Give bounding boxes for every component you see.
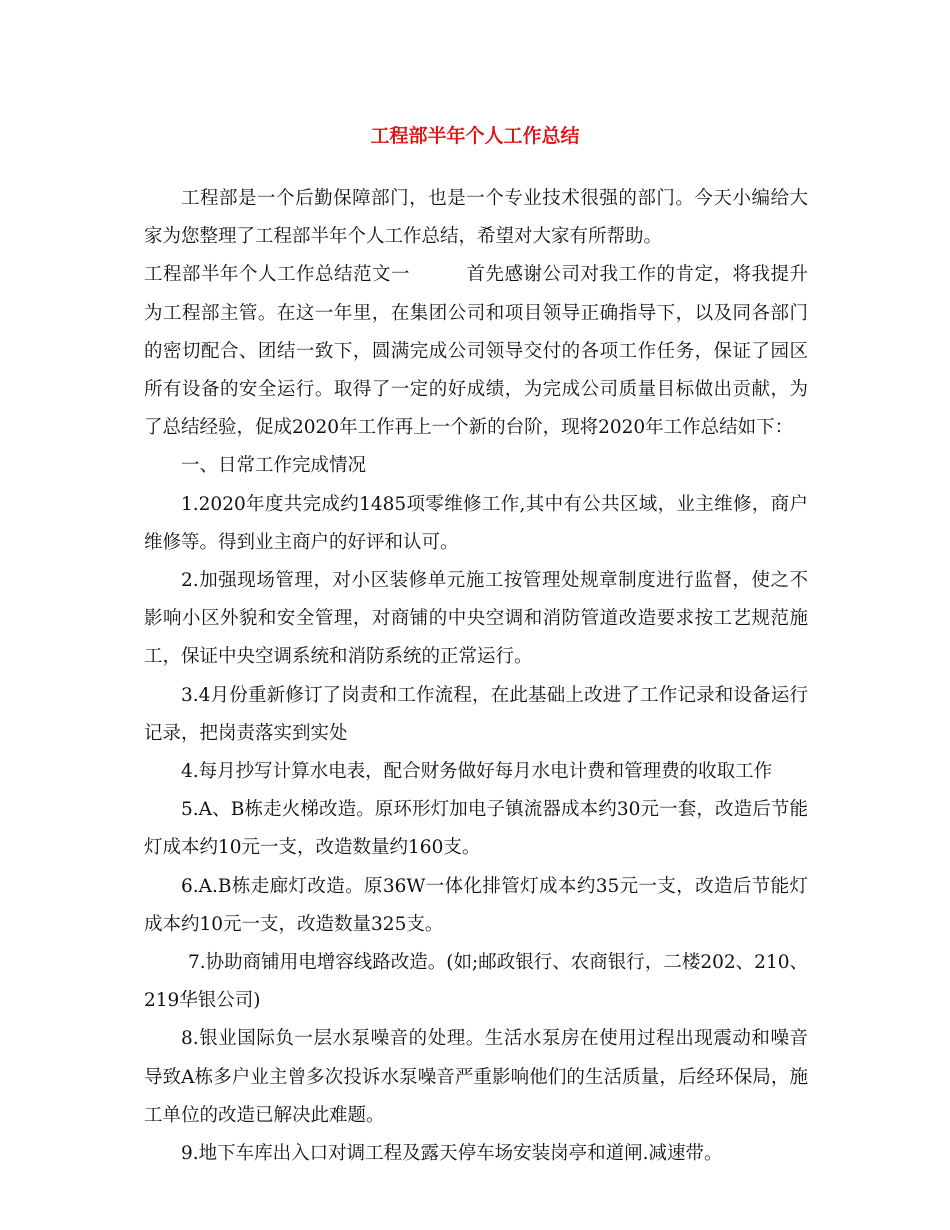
list-item: 3.4月份重新修订了岗责和工作流程，在此基础上改进了工作记录和设备运行记录，把岗责落实到实处 (144, 684, 808, 744)
section-heading: 一、日常工作完成情况 (181, 455, 367, 477)
list-item: 4.每月抄写计算水电表，配合财务做好每月水电计费和管理费的收取工作 (181, 761, 773, 783)
intro-paragraph: 工程部是一个后勤保障部门，也是一个专业技术很强的部门。今天小编给大家为您整理了工程部半年个人工作总结，希望对大家有所帮助。 (144, 188, 808, 248)
list-item: 8.银业国际负一层水泵噪音的处理。生活水泵房在使用过程出现震动和噪音导致A栋多户业主曾多次投诉水泵噪音严重影响他们的生活质量，后经环保局，施工单位的改造已解决此难题。 (144, 1028, 808, 1126)
sample-heading: 工程部半年个人工作总结范文一 (144, 264, 410, 286)
list-item: 7.协助商铺用电增容线路改造。(如;邮政银行、农商银行，二楼202、210、219华银公司) (144, 952, 808, 1012)
sample-opening: 首先感谢公司对我工作的肯定，将我提升为工程部主管。在这一年里，在集团公司和项目领导正确指导下，以及同各部门的密切配合、团结一致下，圆满完成公司领导交付的各项工作任务，保证了园区所有设备的安全运行。取得了一定的好成绩，为完成公司质量目标做出贡献，为了总结经验，促成2020年工作再上一个新的台阶，现将2020年工作总结如下： (144, 264, 808, 439)
list-item: 5.A、B栋走火梯改造。原环形灯加电子镇流器成本约30元一套，改造后节能灯成本约10元一支，改造数量约160支。 (144, 799, 808, 859)
list-item: 9.地下车库出入口对调工程及露天停车场安装岗亭和道闸.减速带。 (181, 1143, 723, 1165)
document-title: 工程部半年个人工作总结 (370, 125, 580, 147)
list-item: 2.加强现场管理，对小区装修单元施工按管理处规章制度进行监督，使之不影响小区外貌和安全管理，对商铺的中央空调和消防管道改造要求按工艺规范施工，保证中央空调系统和消防系统的正常运行。 (144, 570, 808, 668)
document-body (144, 180, 808, 1173)
sample-paragraph (144, 256, 808, 447)
list-item: 6.A.B栋走廊灯改造。原36W一体化排管灯成本约35元一支，改造后节能灯成本约10元一支，改造数量325支。 (144, 875, 808, 935)
list-item: 1.2020年度共完成约1485项零维修工作,其中有公共区域，业主维修，商户维修等。得到业主商户的好评和认可。 (144, 493, 808, 553)
